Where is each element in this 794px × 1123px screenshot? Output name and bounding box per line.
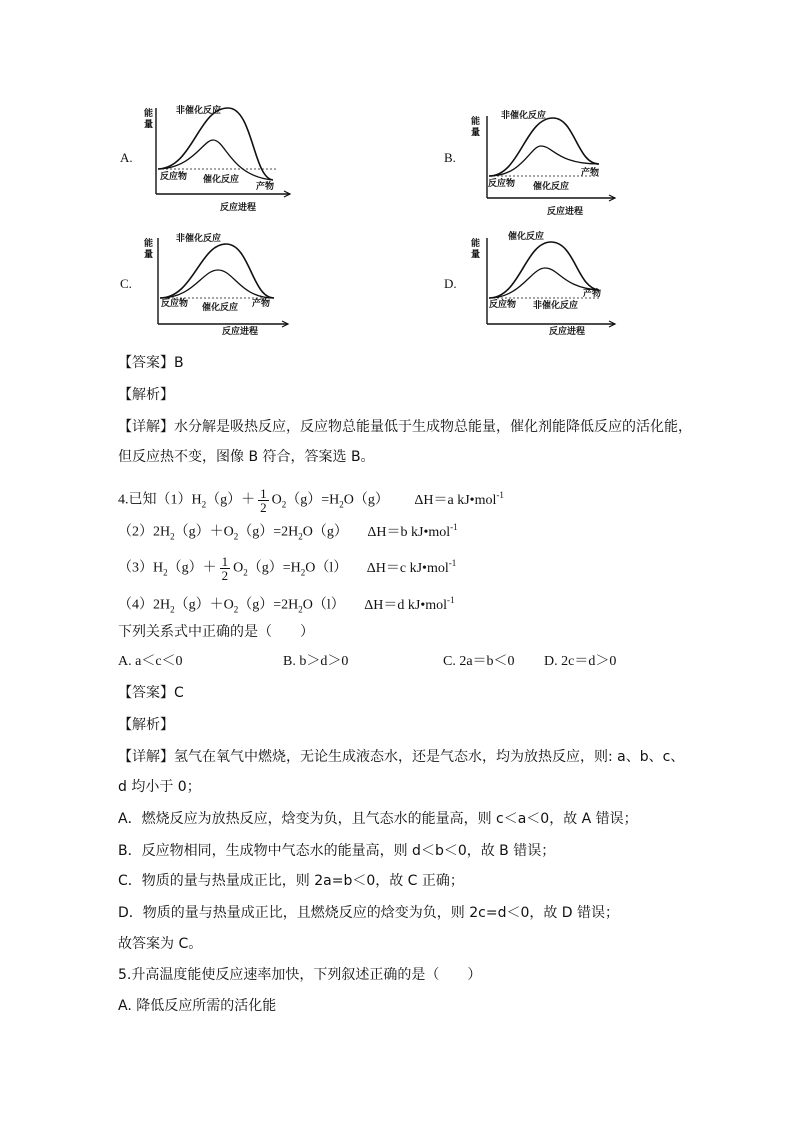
x-label: 反应进程 [549, 327, 586, 337]
q3-detail-line1: 【详解】水分解是吸热反应，反应物总能量低于生成物总能量，催化剂能降低反应的活化能， [118, 419, 692, 435]
curve-label-1: 非催化反应 [501, 111, 547, 121]
product-label: 产物 [252, 299, 271, 309]
q4-conclusion: 故答案为 C。 [118, 936, 203, 952]
y-label-top: 能 [471, 239, 481, 249]
option-d-letter: D. [444, 276, 457, 291]
x-label: 反应进程 [222, 327, 259, 337]
curve-label-1: 催化反应 [508, 232, 545, 242]
q4-detail-a: A．燃烧反应为放热反应，焓变为负，且气态水的能量高，则 c＜a＜0，故 A 错误； [118, 811, 638, 827]
q4-equation-2: $(2)2H_2(g)+O_2(g)=2H_2O(g)$ ΔH＝b kJ•mol$^{-1}$ [118, 522, 458, 542]
reactant-label: 反应物 [161, 299, 189, 309]
y-label-bottom: 量 [144, 250, 154, 260]
diagram-b [471, 98, 675, 223]
curve-label-1: 非催化反应 [176, 234, 222, 244]
q4-equation-4: $(4)2H_2(g)+O_2(g)=2H_2O(l)$ ΔH＝d kJ•mol$^{-1}$ [118, 595, 455, 615]
q4-option-b: B. b＞d＞0 [283, 654, 349, 669]
product-label: 产物 [581, 168, 600, 178]
q3-answer: 【答案】B [118, 355, 184, 371]
y-label-top: 能 [471, 117, 481, 127]
q3-detail-line2: 但反应热不变，图像 B 符合，答案选 B。 [118, 449, 375, 465]
q4-detail-c: C．物质的量与热量成正比，则 2a=b＜0，故 C 正确； [118, 873, 464, 889]
option-a-letter: A. [120, 150, 133, 165]
option-b-letter: B. [444, 150, 456, 165]
diagram-c [144, 228, 348, 353]
q5-option-a: A. 降低反应所需的活化能 [118, 998, 277, 1014]
y-label-top: 能 [144, 239, 154, 249]
q5-stem: 5.升高温度能使反应速率加快，下列叙述正确的是（ ） [118, 967, 482, 983]
q4-option-c: C. 2a＝b＜0 [443, 654, 515, 669]
diagram-a [144, 96, 348, 221]
q3-analysis-heading: 【解析】 [118, 387, 174, 403]
q4-question: 下列关系式中正确的是（ ） [118, 624, 314, 640]
curve-label-2: 非催化反应 [533, 301, 579, 311]
diagram-d [471, 228, 675, 353]
reactant-label: 反应物 [160, 172, 188, 182]
x-label: 反应进程 [220, 203, 257, 213]
curve-label-2: 催化反应 [202, 303, 239, 313]
option-c-letter: C. [120, 276, 132, 291]
q4-equation-1: 4.已知$(1)H_2(g)+$ $\frac{1}{2}$ $O_2(g)=H_2O(g)$ ΔH＝a kJ•mol$^{-1}$ [118, 485, 504, 515]
y-label-bottom: 量 [144, 120, 154, 130]
curve-label-2: 催化反应 [533, 182, 570, 192]
q4-detail-b: B．反应物相同，生成物中气态水的能量高，则 d＜b＜0，故 B 错误； [118, 843, 556, 859]
product-label: 产物 [256, 182, 275, 192]
q4-equation-3: $(3)H_2(g)+$ $\frac{1}{2}$ $O_2(g)=H_2O(l)$ ΔH＝c kJ•mol$^{-1}$ [118, 553, 457, 583]
q4-option-a: A. a＜c＜0 [118, 654, 183, 669]
q4-detail-d: D．物质的量与热量成正比，且燃烧反应的焓变为负，则 2c=d＜0，故 D 错误； [118, 905, 620, 921]
x-label: 反应进程 [547, 207, 584, 217]
y-label-bottom: 量 [471, 128, 481, 138]
y-label-bottom: 量 [471, 250, 481, 260]
reactant-label: 反应物 [489, 300, 517, 310]
q4-detail-line2: d 均小于 0； [118, 779, 201, 795]
y-label-top: 能 [144, 109, 154, 119]
q4-answer: 【答案】C [118, 685, 184, 701]
curve-label-2: 催化反应 [203, 175, 240, 185]
product-label: 产物 [583, 289, 602, 299]
q4-option-d: D. 2c＝d＞0 [544, 654, 617, 669]
q4-detail-line1: 【详解】氢气在氧气中燃烧，无论生成液态水，还是气态水，均为放热反应，则: a、b、c、 [118, 749, 685, 765]
curve-label-1: 非催化反应 [176, 106, 222, 116]
reactant-label: 反应物 [488, 179, 516, 189]
q4-analysis-heading: 【解析】 [118, 717, 174, 733]
